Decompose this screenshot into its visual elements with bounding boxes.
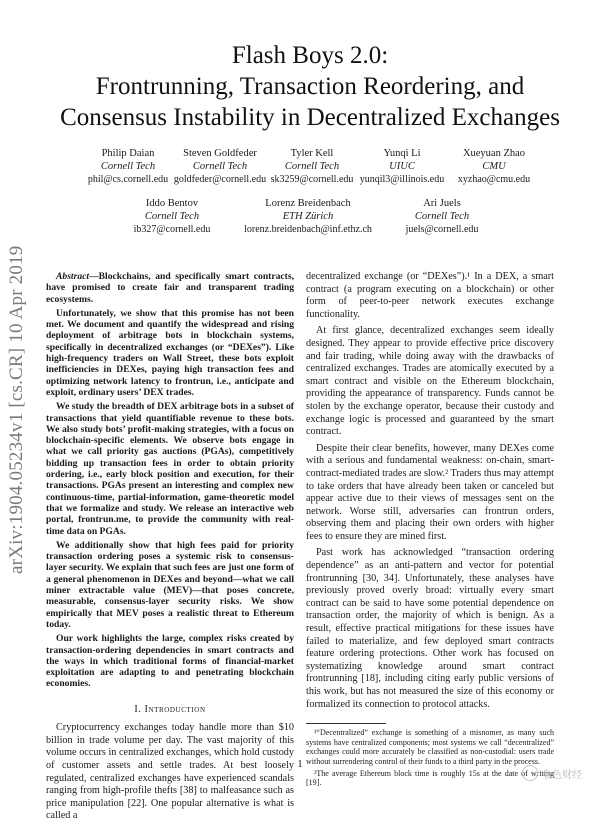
author-email: sk3259@cornell.edu [270,174,354,185]
author [360,147,445,186]
author-affiliation: CMU [482,161,506,172]
author-name: Philip Daian [101,148,155,159]
arxiv-stamp: arXiv:1904.05234v1 [cs.CR] 10 Apr 2019 [6,245,27,575]
abstract-paragraph: We study the breadth of DEX arbitrage bots in a subset of transactions that yield quantifiable revenue to these bots. We also study bots’ profit-making strategies, with a focus on blockchain-specific elements. We observe bots engage in what we call priority gas auctions (PGAs), competitively bidding up transaction fees in order to obtain priority ordering, i.e., early block position and execution, for their transactions. PGAs present an interesting and complex new continuous-time, partial-information, game-theoretic model that we formalize and study. We release an interactive web portal, frontrun.me, to provide the community with real-time data on PGAs. [46,401,294,537]
right-column [306,271,554,790]
author [88,147,168,186]
title-line-2: Frontrunning, Transaction Reordering, and [95,73,525,100]
author [134,197,211,236]
author-email: ib327@cornell.edu [133,224,211,235]
body-paragraph: Cryptocurrency exchanges today handle more than $10 billion in trade volume per day. The vast majority of this volume occurs in centralized exchanges, which hold custody of customer assets and settle trades. At best loosely regulated, centralized exchanges have experienced scandals ranging from high-profile thefts [38] to malfeasance such as price manipulation [22]. One popular alternative is what is called a [46,722,294,822]
author-email: yunqil3@illinois.edu [359,174,445,185]
title-line-3: Consensus Instability in Decentralized Exchanges [60,104,560,131]
author-name: Ari Juels [423,198,461,209]
author [174,147,266,186]
title-line-1: Flash Boys 2.0: [231,42,389,69]
author-email: goldfeder@cornell.edu [173,174,267,185]
author-affiliation: Cornell Tech [192,161,248,172]
watermark-text: 金色财经 [542,769,582,781]
abstract [46,271,294,690]
author-name: Xueyuan Zhao [462,148,526,159]
author-email: phil@cs.cornell.edu [87,174,169,185]
watermark [522,765,582,781]
footnote: ¹“Decentralized” exchange is something of a misnomer, as many such systems have centralized components; most systems we call “decentralized” exchanges could more accurately be classified as non-custodial: users trade without surrendering control of their funds to a third party in the process. [306,728,554,766]
author-name: Lorenz Breidenbach [265,198,351,209]
left-column [46,271,294,827]
author-email: lorenz.breidenbach@inf.ethz.ch [244,224,372,235]
abstract-label: Abstract [56,271,90,282]
author-name: Iddo Bentov [145,198,199,209]
footnote-divider [306,723,386,724]
abstract-text: —Blockchains, and specifically smart contracts, have promised to create fair and transparent trading ecosystems. [46,271,294,305]
author-email: juels@cornell.edu [405,224,479,235]
abstract-paragraph [46,271,294,305]
body-paragraph: Despite their clear benefits, however, many DEXes come with a serious and fundamental weakness: on-chain, smart-contract-mediated trades are slow.² Traders thus may attempt to take orders that have already been taken or canceled but appear active due to their views of messages sent on the network. Worse still, adversaries can frontrun orders, observing them and placing their own orders with higher fees to ensure they are mined first. [306,442,554,542]
author-affiliation: ETH Zürich [282,211,334,222]
author-affiliation: Cornell Tech [100,161,156,172]
page-number: 1 [297,758,303,770]
author-name: Steven Goldfeder [183,148,257,159]
author-affiliation: Cornell Tech [284,161,340,172]
author [406,197,479,236]
author-affiliation: Cornell Tech [414,211,470,222]
author-affiliation: Cornell Tech [144,211,200,222]
author [271,147,354,186]
author-email: xyzhao@cmu.edu [457,174,531,185]
abstract-paragraph: Unfortunately, we show that this promise has not been met. We document and quantify the widespread and rising deployment of arbitrage bots in blockchain systems, specifically in decentralized exchanges (or “DEXes”). Like high-frequency traders on Wall Street, these bots exploit inefficiencies in DEXes, paying high transaction fees and optimizing network latency to frontrun, i.e., anticipate and exploit, ordinary users’ DEX trades. [46,307,294,398]
watermark-logo-icon [522,765,538,781]
body-paragraph: At first glance, decentralized exchanges seem ideally designed. They appear to provide effective price discovery and fair trading, while doing away with the drawbacks of centralized exchanges. Trades are atomically executed by a smart contract and visible on the Ethereum blockchain, providing the appearance of transparency. Funds cannot be stolen by the exchange operator, because their custody and exchange logic is processed and guaranteed by the smart contract. [306,325,554,438]
footnote: ²The average Ethereum block time is roughly 15s at the date of writing [19]. [306,768,554,788]
paper-title [40,40,580,133]
author [458,147,530,186]
author [244,197,372,236]
author-name: Yunqi Li [383,148,421,159]
abstract-paragraph: We additionally show that high fees paid for priority transaction ordering poses a systemic risk to consensus-layer security. We explain that such fees are just one form of a general phenomenon in DEXes and beyond—what we call miner extractable value (MEV)—that poses concrete, measurable, consensus-layer security risks. We show empirically that MEV poses a realistic threat to Ethereum today. [46,539,294,630]
body-paragraph: Past work has acknowledged “transaction ordering dependence” as an anti-pattern and vector for potential frontrunning [30, 34]. Unfortunately, these analyses have previously proved overly broad: virtually every smart contract can be said to have some potential dependence on transaction order, the majority of which is benign. As a result, effective practical mitigations for these issues have failed to materialize, and few deployed smart contracts feature ordering protections. Other work has focused on systematizing knowledge around smart contract frontrunning [18], including citing early public versions of this work, but has not measured the size of this economy or formalized its connection to protocol attacks. [306,547,554,710]
author-affiliation: UIUC [389,161,415,172]
body-paragraph: decentralized exchange (or “DEXes”).¹ In a DEX, a smart contract (a program executing on a blockchain) or other form of peer-to-peer network executes exchange functionality. [306,271,554,320]
abstract-paragraph: Our work highlights the large, complex risks created by transaction-ordering dependencies in smart contracts and the ways in which traditional forms of financial-market exploitation are adapting to and penetrating blockchain economies. [46,633,294,690]
author-name: Tyler Kell [290,148,334,159]
section-heading: I. Introduction [134,703,206,715]
